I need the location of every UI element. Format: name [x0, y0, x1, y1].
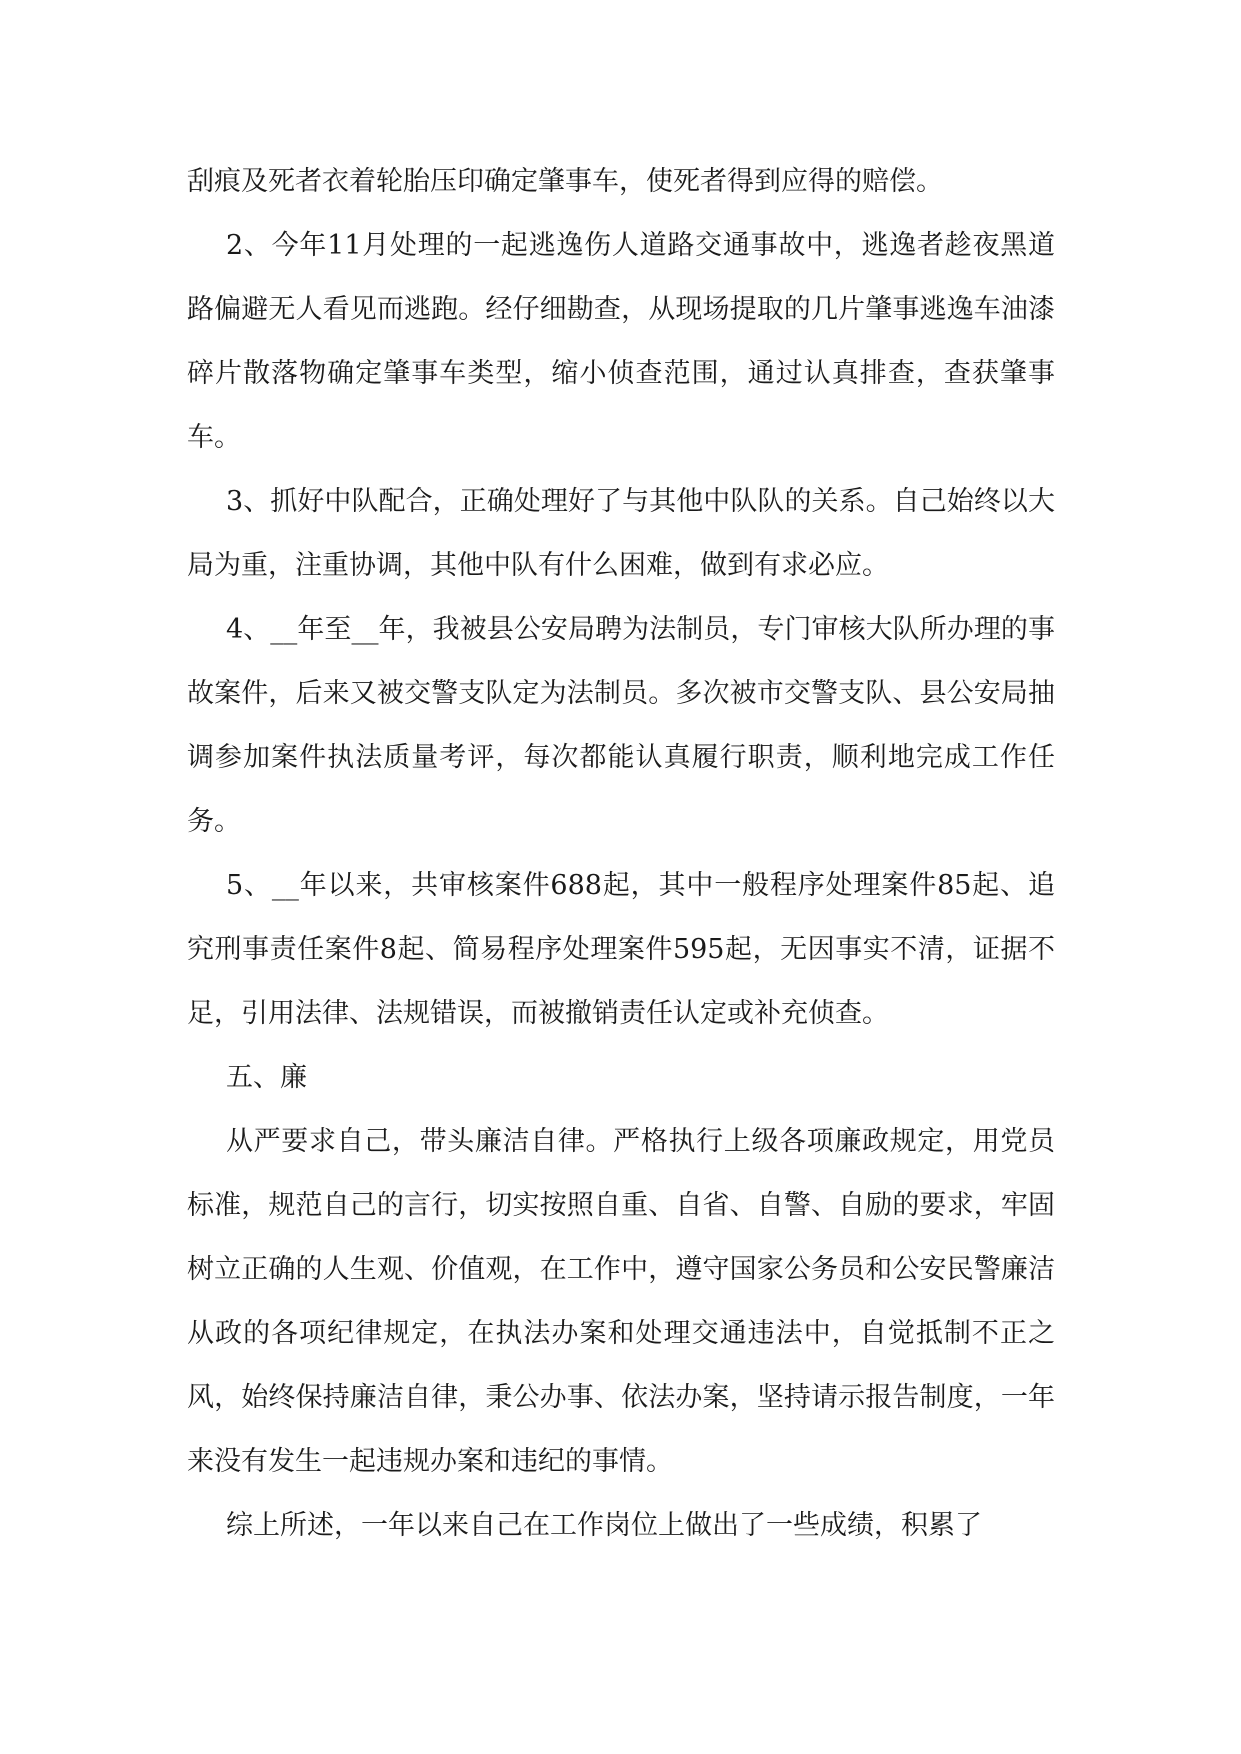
paragraph-6: 从严要求自己，带头廉洁自律。严格执行上级各项廉政规定，用党员标准，规范自己的言行，切实按照自重、自省、自警、自励的要求，牢固树立正确的人生观、价值观，在工作中，遵守国家公务员和公安民警廉洁从政的各项纪律规定，在执法办案和处理交通违法中，自觉抵制不正之风，始终保持廉洁自律，秉公办事、依法办案，坚持请示报告制度，一年来没有发生一起违规办案和违纪的事情。: [187, 1126, 1055, 1477]
paragraph-2: 2、今年11月处理的一起逃逸伤人道路交通事故中，逃逸者趁夜黑道路偏避无人看见而逃跑。经仔细勘查，从现场提取的几片肇事逃逸车油漆碎片散落物确定肇事车类型，缩小侦查范围，通过认真排查，查获肇事车。: [187, 230, 1055, 453]
paragraph-1: 刮痕及死者衣着轮胎压印确定肇事车，使死者得到应得的赔偿。: [187, 166, 943, 197]
paragraph-5: 5、__年以来，共审核案件688起，其中一般程序处理案件85起、追究刑事责任案件8起、简易程序处理案件595起，无因事实不清，证据不足，引用法律、法规错误，而被撤销责任认定或补充侦查。: [187, 870, 1055, 1029]
document-body: [187, 150, 1055, 1558]
section-heading-lian: 五、廉: [226, 1062, 307, 1093]
paragraph-4: 4、__年至__年，我被县公安局聘为法制员，专门审核大队所办理的事故案件，后来又被交警支队定为法制员。多次被市交警支队、县公安局抽调参加案件执法质量考评，每次都能认真履行职责，顺利地完成工作任务。: [187, 614, 1055, 837]
paragraph-7: 综上所述，一年以来自己在工作岗位上做出了一些成绩，积累了: [226, 1510, 982, 1541]
paragraph-3: 3、抓好中队配合，正确处理好了与其他中队队的关系。自己始终以大局为重，注重协调，其他中队有什么困难，做到有求必应。: [187, 486, 1055, 581]
